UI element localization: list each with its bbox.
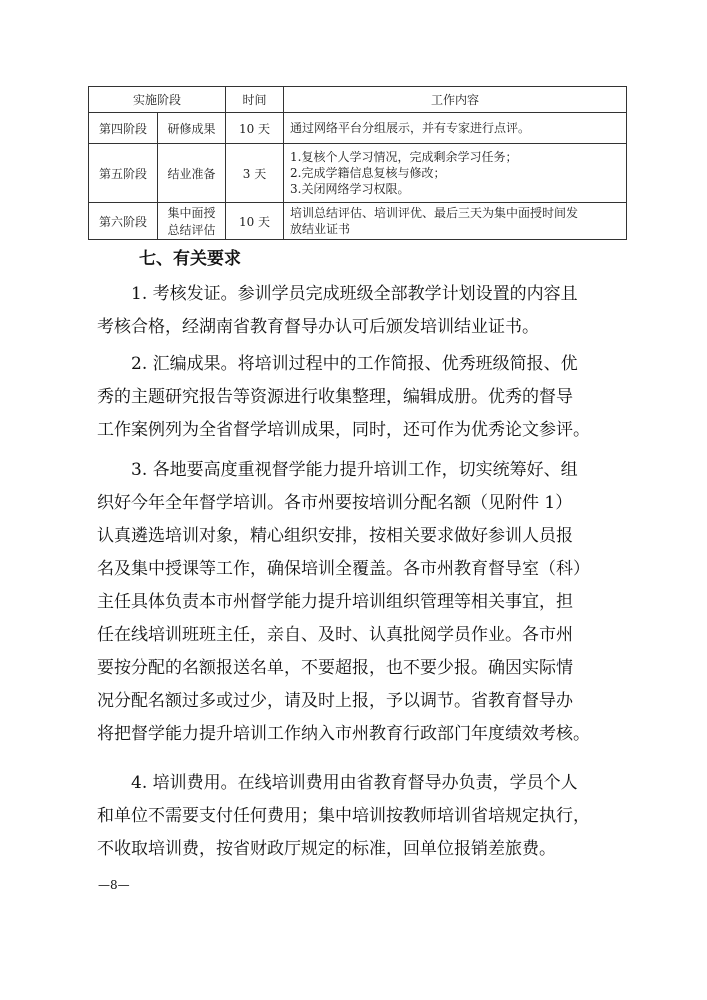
paragraph-line: 4. 培训费用。在线培训费用由省教育督导办负责，学员个人 xyxy=(131,773,578,793)
time-cell: 3 天 xyxy=(226,144,284,203)
table-row xyxy=(89,113,627,144)
paragraph-line: 要按分配的名额报送名单，不要超报，也不要少报。确因实际情 xyxy=(97,658,573,678)
stage-name-cell xyxy=(158,144,226,203)
paragraph-line: 况分配名额过多或过少，请及时上报，予以调节。省教育督导办 xyxy=(97,691,573,711)
time-cell: 10 天 xyxy=(226,113,284,144)
content-line: 通过网络平台分组展示，并有专家进行点评。 xyxy=(290,121,531,135)
page-number: —8— xyxy=(98,878,130,892)
content-cell xyxy=(284,203,627,240)
paragraph-line: 考核合格，经湖南省教育督导办认可后颁发培训结业证书。 xyxy=(97,317,539,337)
stage-cell: 第六阶段 xyxy=(89,203,158,240)
content-line: 3.关闭网络学习权限。 xyxy=(290,182,410,196)
stage-cell: 第五阶段 xyxy=(89,144,158,203)
content-cell xyxy=(284,144,627,203)
paragraph-line: 秀的主题研究报告等资源进行收集整理，编辑成册。优秀的督导 xyxy=(97,387,573,407)
paragraph-2 xyxy=(97,348,637,447)
paragraph-line: 主任具体负责本市州督学能力提升培训组织管理等相关事宜，担 xyxy=(97,592,573,612)
table-row xyxy=(89,144,627,203)
paragraph-line: 工作案例列为全省督学培训成果，同时，还可作为优秀论文参评。 xyxy=(97,420,590,440)
section-title: 七、有关要求 xyxy=(139,249,241,269)
paragraph-line: 认真遴选培训对象，精心组织安排，按相关要求做好参训人员报 xyxy=(97,526,573,546)
stage-cell: 第四阶段 xyxy=(89,113,158,144)
paragraph-1 xyxy=(97,278,637,344)
paragraph-line: 不收取培训费，按省财政厅规定的标准，回单位报销差旅费。 xyxy=(97,839,556,859)
content-cell xyxy=(284,113,627,144)
stage-name-line: 结业准备 xyxy=(167,166,216,181)
stage-table xyxy=(88,86,627,240)
stage-name-line: 总结评估 xyxy=(167,223,216,237)
content-line: 2.完成学籍信息复核与修改； xyxy=(290,166,446,180)
time-cell: 10 天 xyxy=(226,203,284,240)
paragraph-line: 名及集中授课等工作，确保培训全覆盖。各市州教育督导室（科） xyxy=(97,559,590,579)
paragraph-line: 2. 汇编成果。将培训过程中的工作简报、优秀班级简报、优 xyxy=(131,354,578,374)
header-stage: 实施阶段 xyxy=(89,87,226,113)
header-time: 时间 xyxy=(226,87,284,113)
paragraph-line: 任在线培训班班主任，亲自、及时、认真批阅学员作业。各市州 xyxy=(97,625,573,645)
content-line: 放结业证书 xyxy=(290,222,351,236)
paragraph-3 xyxy=(97,454,637,751)
paragraph-line: 1. 考核发证。参训学员完成班级全部教学计划设置的内容且 xyxy=(131,284,578,304)
stage-name-cell xyxy=(158,203,226,240)
paragraph-4 xyxy=(97,767,637,866)
paragraph-line: 将把督学能力提升培训工作纳入市州教育行政部门年度绩效考核。 xyxy=(97,724,590,744)
table-header-row xyxy=(89,87,627,113)
content-line: 培训总结评估、培训评优、最后三天为集中面授时间发 xyxy=(290,206,579,220)
paragraph-line: 和单位不需要支付任何费用；集中培训按教师培训省培规定执行， xyxy=(97,806,590,826)
stage-name-line: 集中面授 xyxy=(167,206,216,220)
table-row xyxy=(89,203,627,240)
stage-name-cell xyxy=(158,113,226,144)
content-line: 1.复核个人学习情况，完成剩余学习任务； xyxy=(290,150,518,164)
paragraph-line: 织好今年全年督学培训。各市州要按培训分配名额（见附件 1） xyxy=(97,493,573,513)
header-content: 工作内容 xyxy=(284,87,627,113)
paragraph-line: 3. 各地要高度重视督学能力提升培训工作，切实统筹好、组 xyxy=(131,460,578,480)
stage-name-line: 研修成果 xyxy=(167,121,216,136)
